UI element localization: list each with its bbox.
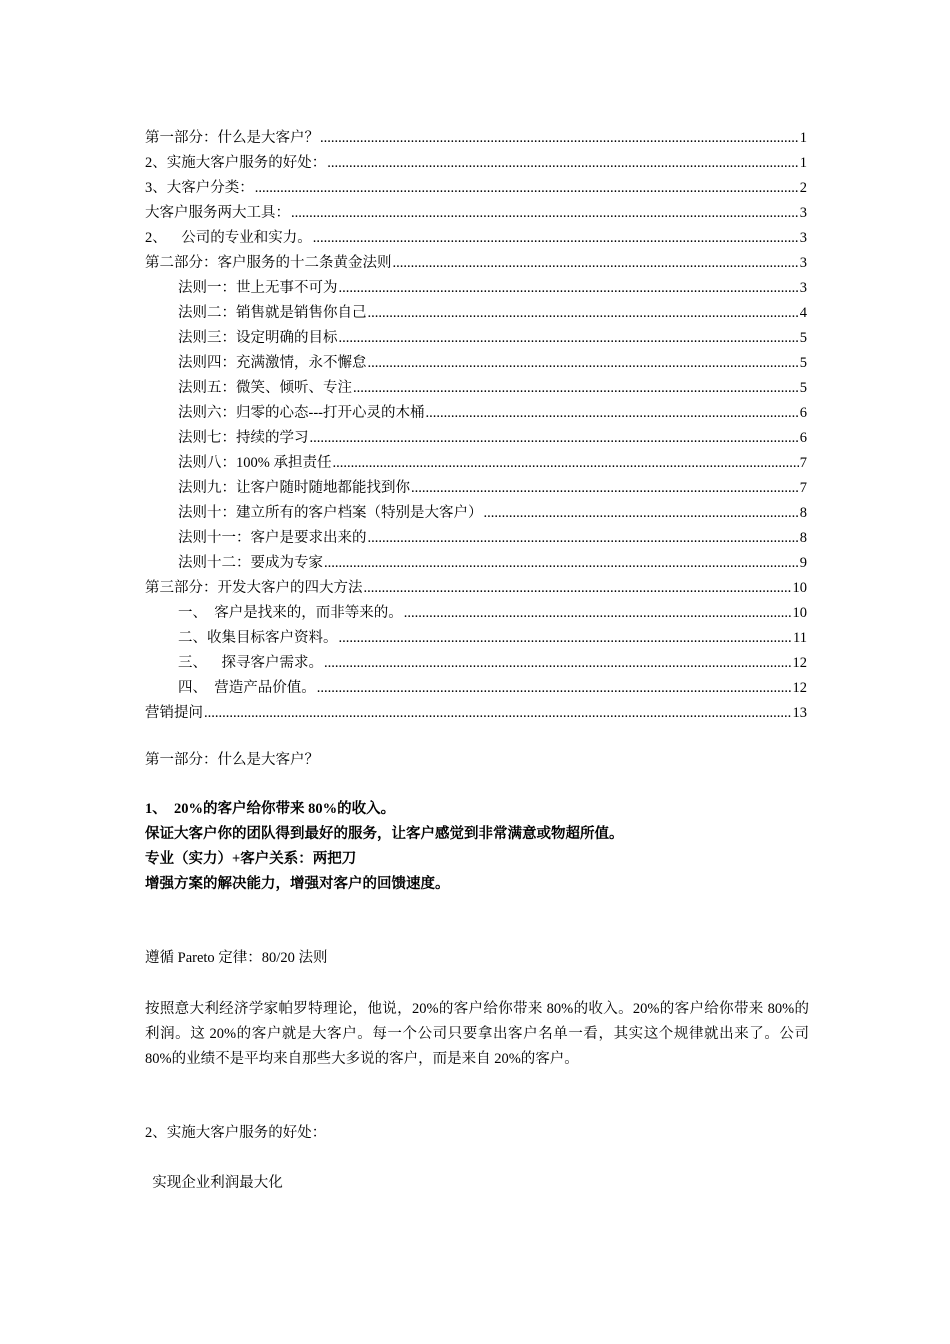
toc-entry-title: 法则四：充满激情，永不懈怠 [178,355,367,371]
toc-entry[interactable] [145,126,807,151]
toc-page-number: 9 [799,555,807,571]
toc-page-number: 13 [792,705,807,721]
key-points [145,797,624,897]
toc-entry-title: 第三部分：开发大客户的四大方法 [145,580,363,596]
toc-page-number: 8 [799,530,807,546]
key-point-line: 1、 20%的客户给你带来 80%的收入。 [145,801,396,817]
toc-entry-title: 法则八：100% 承担责任 [178,455,332,471]
toc-entry-title: 2、实施大客户服务的好处： [145,155,327,171]
toc-leader-dots [404,601,792,626]
toc-entry-title: 3、大客户分类： [145,180,254,196]
toc-entry[interactable] [145,451,807,476]
toc-leader-dots [255,176,799,201]
toc-page-number: 12 [792,655,807,671]
toc-entry-title: 四、 营造产品价值。 [178,680,316,696]
toc-page-number: 1 [799,130,807,146]
toc-entry-title: 第二部分：客户服务的十二条黄金法则 [145,255,392,271]
toc-entry-title: 营销提问 [145,705,203,721]
toc-page-number: 10 [792,605,807,621]
toc-entry-title: 法则二：销售就是销售你自己 [178,305,367,321]
toc-page-number: 12 [792,680,807,696]
toc-page-number: 8 [799,505,807,521]
toc-page-number: 3 [799,280,807,296]
toc-page-number: 3 [799,205,807,221]
toc-page-number: 1 [799,155,807,171]
toc-entry[interactable] [145,626,807,651]
toc-entry-title: 法则十一：客户是要求出来的 [178,530,367,546]
toc-entry-title: 法则三：设定明确的目标 [178,330,338,346]
toc-page-number: 6 [799,430,807,446]
key-point-line: 增强方案的解决能力，增强对客户的回馈速度。 [145,876,450,892]
toc-entry[interactable] [145,551,807,576]
toc-entry[interactable] [145,476,807,501]
toc-leader-dots [353,376,799,401]
toc-entry[interactable] [145,326,807,351]
toc-page-number: 7 [799,480,807,496]
toc-page-number: 6 [799,405,807,421]
table-of-contents [145,126,807,726]
toc-leader-dots [368,351,799,376]
toc-entry-title: 第一部分：什么是大客户？ [145,130,319,146]
toc-entry-title: 法则十二：要成为专家 [178,555,323,571]
toc-leader-dots [204,701,792,726]
toc-entry-title: 法则五：微笑、倾听、专注 [178,380,352,396]
toc-entry[interactable] [145,226,807,251]
toc-entry-title: 法则六：归零的心态---打开心灵的木桶 [178,405,425,421]
toc-page-number: 3 [799,230,807,246]
toc-leader-dots [310,426,799,451]
toc-entry[interactable] [145,526,807,551]
toc-leader-dots [368,526,799,551]
toc-entry[interactable] [145,576,807,601]
toc-entry-title: 法则十：建立所有的客户档案（特别是大客户） [178,505,483,521]
toc-entry[interactable] [145,501,807,526]
pareto-paragraph: 按照意大利经济学家帕罗特理论，他说，20%的客户给你带来 80%的收入。20%的客户给你带来 80%的利润。这 20%的客户就是大客户。每一个公司只要拿出客户名单一看，其实这个规律就出来了。公司 80%的业绩不是平均来自那些大多说的客户，而是来自 20%的客户。 [145,1001,809,1067]
toc-entry[interactable] [145,401,807,426]
toc-leader-dots [327,151,799,176]
toc-entry[interactable] [145,601,807,626]
toc-page-number: 4 [799,305,807,321]
toc-leader-dots [313,226,799,251]
toc-leader-dots [317,676,792,701]
toc-leader-dots [411,476,799,501]
toc-entry[interactable] [145,376,807,401]
toc-entry[interactable] [145,276,807,301]
key-point-line: 专业（实力）+客户关系：两把刀 [145,851,357,867]
toc-page-number: 10 [792,580,807,596]
key-point-line: 保证大客户你的团队得到最好的服务，让客户感觉到非常满意或物超所值。 [145,826,624,842]
toc-entry[interactable] [145,301,807,326]
toc-entry[interactable] [145,251,807,276]
toc-entry-title: 三、 探寻客户需求。 [178,655,323,671]
toc-page-number: 11 [793,630,807,646]
toc-leader-dots [425,401,798,426]
toc-leader-dots [364,576,792,601]
toc-entry-title: 法则九：让客户随时随地都能找到你 [178,480,410,496]
toc-leader-dots [393,251,799,276]
toc-leader-dots [484,501,799,526]
toc-leader-dots [324,651,792,676]
pareto-heading: 遵循 Pareto 定律：80/20 法则 [145,950,328,966]
toc-entry[interactable] [145,151,807,176]
toc-page-number: 5 [799,380,807,396]
toc-page-number: 2 [799,180,807,196]
toc-page-number: 5 [799,355,807,371]
toc-page-number: 7 [799,455,807,471]
toc-entry-title: 二、收集目标客户资料。 [178,630,338,646]
section2-heading: 2、实施大客户服务的好处： [145,1125,327,1141]
toc-entry[interactable] [145,651,807,676]
section1-heading: 第一部分：什么是大客户？ [145,752,319,768]
benefit-line: 实现企业利润最大化 [145,1175,283,1191]
toc-entry-title: 法则七：持续的学习 [178,430,309,446]
toc-page-number: 5 [799,330,807,346]
toc-entry-title: 法则一：世上无事不可为 [178,280,338,296]
toc-entry[interactable] [145,351,807,376]
toc-leader-dots [324,551,799,576]
toc-entry[interactable] [145,701,807,726]
toc-leader-dots [339,326,799,351]
toc-leader-dots [368,301,799,326]
toc-entry-title: 一、 客户是找来的，而非等来的。 [178,605,403,621]
toc-entry-title: 2、 公司的专业和实力。 [145,230,312,246]
toc-leader-dots [339,626,793,651]
toc-entry[interactable] [145,426,807,451]
toc-leader-dots [320,126,799,151]
toc-entry[interactable] [145,676,807,701]
toc-entry-title: 大客户服务两大工具： [145,205,290,221]
toc-entry[interactable] [145,176,807,201]
toc-leader-dots [339,276,799,301]
toc-leader-dots [291,201,799,226]
toc-leader-dots [332,451,798,476]
toc-entry[interactable] [145,201,807,226]
toc-page-number: 3 [799,255,807,271]
